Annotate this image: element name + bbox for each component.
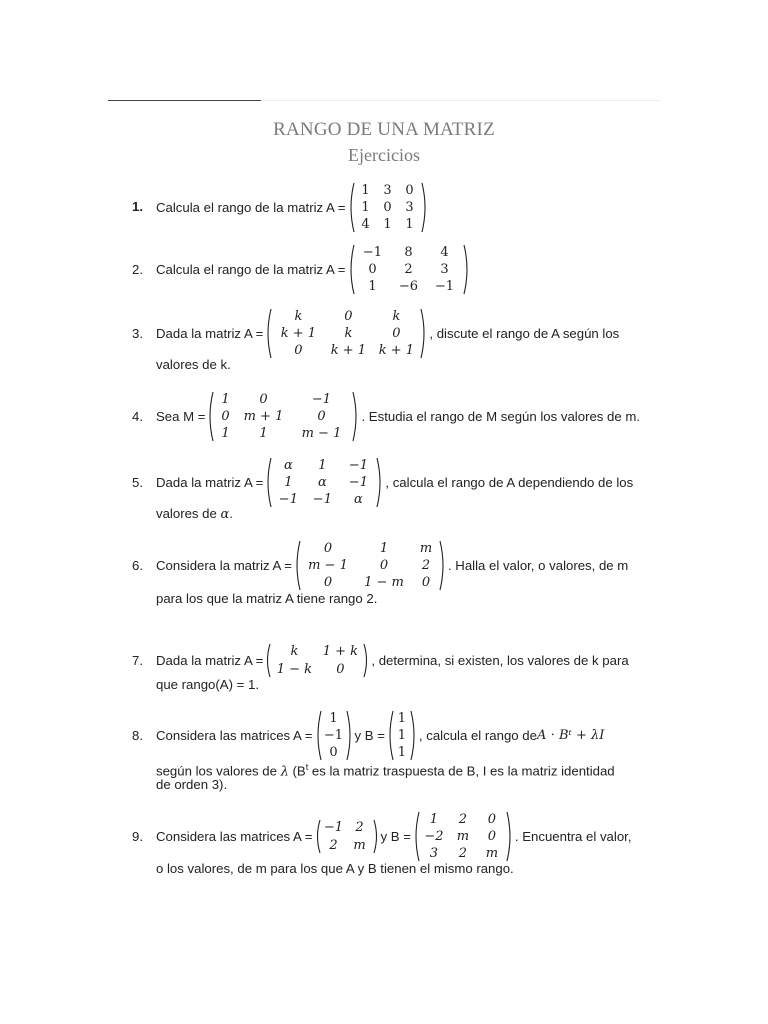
- matrix-cell: 2: [404, 262, 413, 277]
- matrix-cell: 𝛼: [354, 492, 363, 507]
- exercise-text: Calcula el rango de la matriz A =: [156, 199, 346, 215]
- exercise-text: Considera la matriz A =: [156, 557, 292, 573]
- matrix-cell: 0: [317, 409, 326, 424]
- matrix-cell: −6: [398, 279, 419, 294]
- matrix-cell: 0: [323, 575, 333, 590]
- exercise-number: 6.: [132, 558, 143, 573]
- matrix-cell: 0: [221, 409, 230, 424]
- matrix-cell: 𝑚 − 1: [308, 558, 348, 573]
- exercise-number: 2.: [132, 262, 143, 277]
- matrix-cell: 3: [383, 183, 392, 198]
- matrix-cell: 0: [392, 326, 401, 341]
- exercise-number: 5.: [132, 475, 143, 490]
- matrix-grid: [271, 643, 363, 678]
- matrix-cell: 1: [361, 200, 370, 215]
- matrix-cell: −1: [323, 728, 344, 743]
- exercise-text: Considera las matrices A =: [156, 828, 313, 844]
- matrix-grid: [322, 710, 346, 761]
- matrix-a: [265, 457, 383, 508]
- matrix-grid: [214, 391, 352, 442]
- matrix-cell: 0: [336, 661, 345, 677]
- matrix-cell: 1 + 𝑘: [322, 644, 359, 660]
- matrix-cell: 1: [284, 475, 293, 490]
- exercise-text: Dada la matriz A =: [156, 474, 264, 490]
- matrix-cell: 1: [397, 711, 407, 726]
- matrix-a: [315, 710, 353, 761]
- page-subtitle: Ejercicios: [348, 145, 420, 165]
- matrix-cell: 1: [368, 279, 377, 294]
- matrix-a: [348, 182, 428, 233]
- exercise-text-cont: . Halla el valor, o valores, de m: [447, 557, 629, 573]
- exercise-text-cont: , calcula el rango de: [418, 727, 537, 743]
- page-title: RANGO DE UNA MATRIZ: [273, 119, 495, 140]
- matrix-m: [207, 391, 359, 442]
- header-rule-accent: [108, 100, 261, 101]
- matrix-cell: 0: [379, 558, 389, 573]
- exercise-text-line2: para los que la matriz A tiene rango 2.: [156, 591, 378, 606]
- matrix-grid: [355, 244, 463, 295]
- matrix-cell: 1: [361, 183, 370, 198]
- matrix-a: [348, 244, 470, 295]
- matrix-cell: 0: [405, 183, 414, 198]
- matrix-cell: 2: [458, 812, 468, 827]
- matrix-grid: [272, 308, 420, 359]
- matrix-cell: 4: [361, 217, 370, 232]
- exercise-text-cont: , calcula el rango de A dependiendo de los: [385, 474, 634, 490]
- matrix-cell: 1: [379, 541, 389, 556]
- exercise-text-cont: , determina, si existen, los valores de k para: [371, 652, 629, 668]
- exercise-text-line2: valores de 𝛼.: [156, 506, 233, 522]
- matrix-cell: 0: [421, 575, 431, 590]
- lambda-symbol: 𝜆: [280, 764, 289, 780]
- matrix-grid: [272, 457, 376, 508]
- exercise-text: Calcula el rango de la matriz A =: [156, 261, 346, 277]
- matrix-cell: 1: [405, 217, 414, 232]
- matrix-cell: 𝑘: [392, 309, 401, 324]
- matrix-a: [294, 540, 446, 591]
- exercise-text-line2: o los valores, de m para los que A y B tienen el mismo rango.: [156, 861, 514, 876]
- matrix-cell: 𝑚: [456, 829, 470, 844]
- matrix-cell: −1: [312, 492, 332, 507]
- exercise-text-cont: . Estudia el rango de M según los valores de m.: [361, 408, 641, 424]
- matrix-cell: 1: [221, 392, 230, 407]
- matrix-cell: 0: [259, 392, 268, 407]
- matrix-cell: −1: [348, 475, 368, 490]
- exercise-text-mid: y B =: [380, 828, 411, 844]
- matrix-cell: 2: [355, 820, 364, 836]
- exercise-number: 4.: [132, 409, 143, 424]
- exercise-text: Sea M =: [156, 408, 206, 424]
- matrix-cell: 𝑚: [419, 541, 433, 556]
- matrix-grid: [420, 811, 506, 862]
- exercise-text-line2: valores de k.: [156, 357, 231, 372]
- matrix-cell: −2: [424, 829, 444, 844]
- matrix-cell: 𝛼: [284, 458, 293, 473]
- matrix-cell: 3: [429, 846, 439, 861]
- matrix-cell: 1: [383, 217, 392, 232]
- matrix-cell: 2: [421, 558, 431, 573]
- matrix-cell: −1: [311, 392, 332, 407]
- matrix-cell: 𝑚: [485, 846, 499, 861]
- matrix-cell: 1: [329, 711, 338, 726]
- matrix-cell: 0: [383, 200, 392, 215]
- matrix-cell: −1: [434, 279, 455, 294]
- matrix-cell: 4: [440, 245, 449, 260]
- exercise-text: Dada la matriz A =: [156, 652, 264, 668]
- matrix-cell: 𝑚 − 1: [301, 426, 342, 441]
- matrix-grid: [355, 182, 421, 233]
- matrix-cell: 1: [397, 728, 407, 743]
- matrix-cell: 2: [458, 846, 468, 861]
- exercise-text-cont: . Encuentra el valor,: [514, 828, 632, 844]
- exercise-number: 3.: [132, 326, 143, 341]
- matrix-cell: 3: [440, 262, 449, 277]
- matrix-cell: 1 − 𝑚: [364, 575, 404, 590]
- matrix-cell: 1: [318, 458, 327, 473]
- matrix-cell: 𝑘 + 1: [378, 343, 415, 358]
- matrix-a: [265, 643, 369, 678]
- matrix-cell: 0: [487, 812, 497, 827]
- exercise-number: 7.: [132, 653, 143, 668]
- matrix-cell: 𝑘: [344, 326, 353, 341]
- matrix-cell: 0: [368, 262, 377, 277]
- matrix-grid: [301, 540, 439, 591]
- matrix-cell: 𝑘 + 1: [330, 343, 367, 358]
- exercise-number: 8.: [132, 728, 143, 743]
- exercise-text-cont: , discute el rango de A según los: [429, 325, 620, 341]
- matrix-cell: 𝑚: [353, 837, 366, 853]
- matrix-cell: 1: [429, 812, 439, 827]
- matrix-cell: 0: [344, 309, 353, 324]
- matrix-cell: −1: [348, 458, 368, 473]
- matrix-b: [413, 811, 513, 862]
- exercise-text-line3: de orden 3).: [156, 777, 228, 792]
- exercise-text-line2: que rango(A) = 1.: [156, 677, 260, 692]
- matrix-cell: 1 − 𝑘: [276, 661, 313, 677]
- matrix-cell: 0: [487, 829, 497, 844]
- matrix-a: [315, 819, 379, 854]
- exercise-text: Considera las matrices A =: [156, 727, 313, 743]
- matrix-cell: 𝑘: [294, 309, 303, 324]
- matrix-grid: [394, 710, 410, 761]
- exercise-text-mid: y B =: [354, 727, 385, 743]
- matrix-cell: 1: [221, 426, 230, 441]
- matrix-cell: −1: [278, 492, 298, 507]
- matrix-cell: −1: [362, 245, 383, 260]
- exercise-text-line2: según los valores de 𝜆 ($B^t$ es la matriz traspuesta de B, I es la matriz identidad: [156, 762, 615, 780]
- exercise-number: 1.: [132, 199, 143, 214]
- expression: 𝐴 ⋅ 𝐵ᵗ + 𝜆𝐼: [536, 727, 605, 743]
- matrix-cell: 2: [329, 837, 338, 853]
- matrix-cell: 0: [294, 343, 303, 358]
- matrix-cell: 𝑘 + 1: [280, 326, 317, 341]
- matrix-a: [265, 308, 427, 359]
- exercise-number: 9.: [132, 829, 143, 844]
- alpha-symbol: 𝛼: [220, 507, 230, 522]
- matrix-grid: [321, 819, 373, 854]
- matrix-cell: 𝑚 + 1: [243, 409, 284, 424]
- exercise-text: Dada la matriz A =: [156, 325, 264, 341]
- matrix-cell: 3: [405, 200, 414, 215]
- matrix-cell: −1: [323, 820, 344, 836]
- matrix-cell: 𝛼: [318, 475, 327, 490]
- matrix-cell: 1: [259, 426, 268, 441]
- matrix-cell: 0: [329, 745, 338, 760]
- matrix-cell: 8: [404, 245, 413, 260]
- matrix-cell: 1: [397, 745, 407, 760]
- matrix-b: [387, 710, 417, 761]
- matrix-cell: 𝑘: [290, 644, 299, 660]
- matrix-cell: 0: [323, 541, 333, 556]
